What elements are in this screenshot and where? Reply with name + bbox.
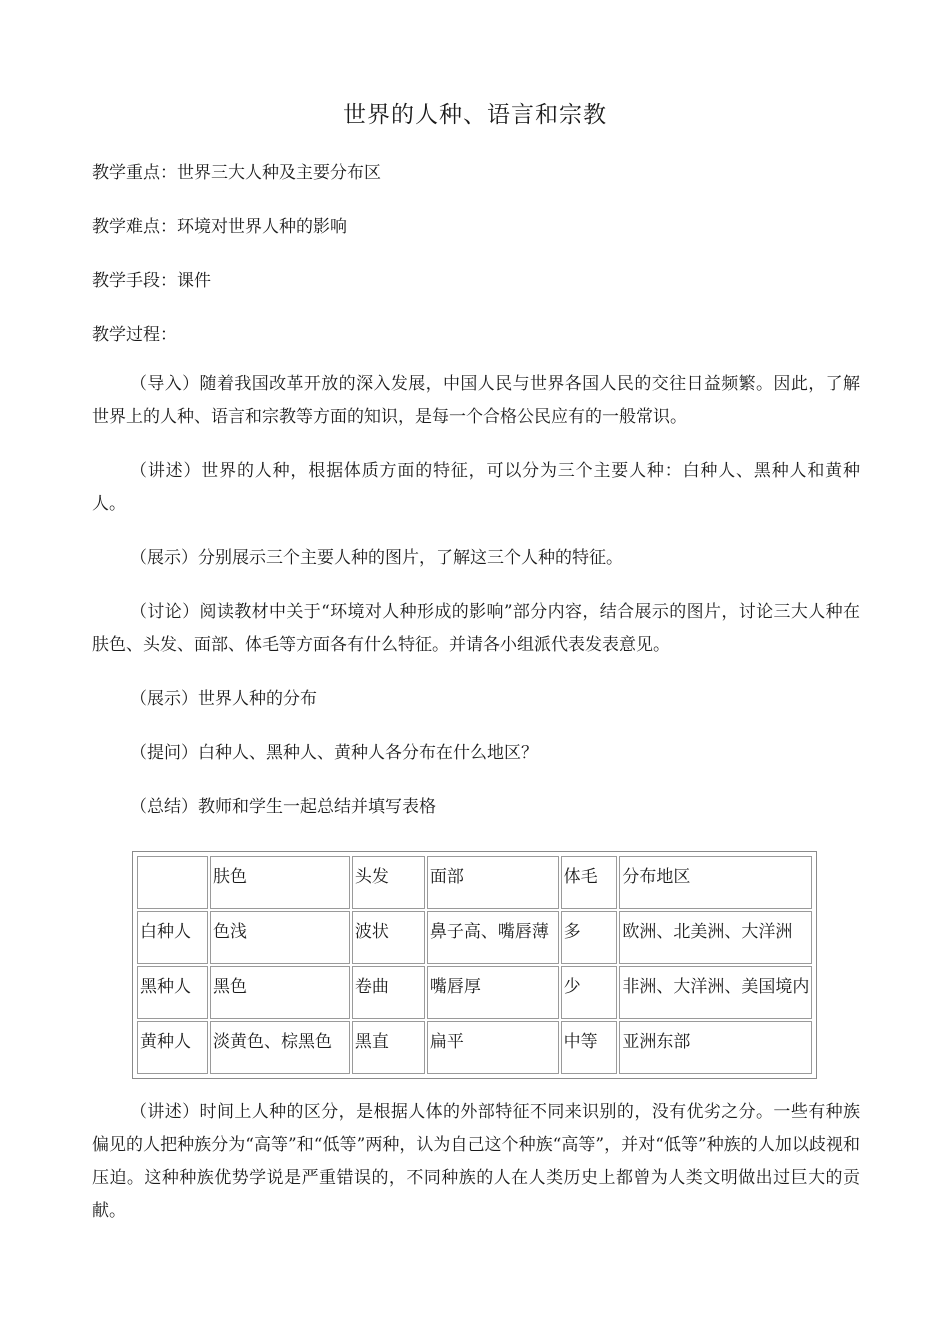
table-cell: 鼻子高、嘴唇薄 [427, 911, 559, 964]
table-row [137, 1021, 812, 1074]
table-header-cell: 分布地区 [619, 856, 812, 909]
table-cell: 淡黄色、棕黑色 [210, 1021, 350, 1074]
table-cell: 多 [561, 911, 618, 964]
paragraph-narrate-races: （讲述）世界的人种，根据体质方面的特征，可以分为三个主要人种：白种人、黑种人和黄种人。 [92, 461, 860, 514]
paragraph-discussion: （讨论）阅读教材中关于“环境对人种形成的影响”部分内容，结合展示的图片，讨论三大人种在肤色、头发、面部、体毛等方面各有什么特征。并请各小组派代表发表意见。 [92, 602, 860, 655]
table-row [137, 966, 812, 1019]
paragraph-summary: （总结）教师和学生一起总结并填写表格 [130, 797, 436, 817]
table-cell: 亚洲东部 [619, 1021, 812, 1074]
table-cell: 色浅 [210, 911, 350, 964]
table-header-row [137, 856, 812, 909]
paragraph-narrate-equality: （讲述）时间上人种的区分，是根据人体的外部特征不同来识别的，没有优劣之分。一些有种族偏见的人把种族分为“高等”和“低等”两种，认为自己这个种族“高等”，并对“低等”种族的人加以歧视和压迫。这种种族优势学说是严重错误的，不同种族的人在人类历史上都曾为人类文明做出过巨大的贡献。 [92, 1102, 860, 1221]
table-cell: 黑色 [210, 966, 350, 1019]
table-header-cell: 体毛 [561, 856, 618, 909]
table-header-cell [137, 856, 208, 909]
table-cell: 黑直 [352, 1021, 425, 1074]
table-cell: 中等 [561, 1021, 618, 1074]
teaching-difficulty: 教学难点：环境对世界人种的影响 [92, 217, 347, 237]
race-features-table [132, 851, 817, 1079]
table-header-cell: 头发 [352, 856, 425, 909]
paragraph-intro: （导入）随着我国改革开放的深入发展，中国人民与世界各国人民的交往日益频繁。因此，了解世界上的人种、语言和宗教等方面的知识，是每一个合格公民应有的一般常识。 [92, 374, 860, 427]
table-cell: 嘴唇厚 [427, 966, 559, 1019]
table-cell: 黑种人 [137, 966, 208, 1019]
teaching-means: 教学手段：课件 [92, 271, 211, 291]
table-cell: 黄种人 [137, 1021, 208, 1074]
teaching-focus: 教学重点：世界三大人种及主要分布区 [92, 163, 381, 183]
table-row [137, 911, 812, 964]
paragraph-show-distribution: （展示）世界人种的分布 [130, 689, 317, 709]
table-cell: 少 [561, 966, 618, 1019]
document-title: 世界的人种、语言和宗教 [343, 102, 607, 128]
table-cell: 欧洲、北美洲、大洋洲 [619, 911, 812, 964]
teaching-process-heading: 教学过程： [92, 325, 177, 345]
paragraph-question: （提问）白种人、黑种人、黄种人各分布在什么地区？ [130, 743, 538, 763]
table-cell: 卷曲 [352, 966, 425, 1019]
table-cell: 扁平 [427, 1021, 559, 1074]
paragraph-show-pictures: （展示）分别展示三个主要人种的图片，了解这三个人种的特征。 [130, 548, 623, 568]
table-cell: 波状 [352, 911, 425, 964]
table-header-cell: 肤色 [210, 856, 350, 909]
table-cell: 白种人 [137, 911, 208, 964]
table-cell: 非洲、大洋洲、美国境内 [619, 966, 812, 1019]
table-header-cell: 面部 [427, 856, 559, 909]
